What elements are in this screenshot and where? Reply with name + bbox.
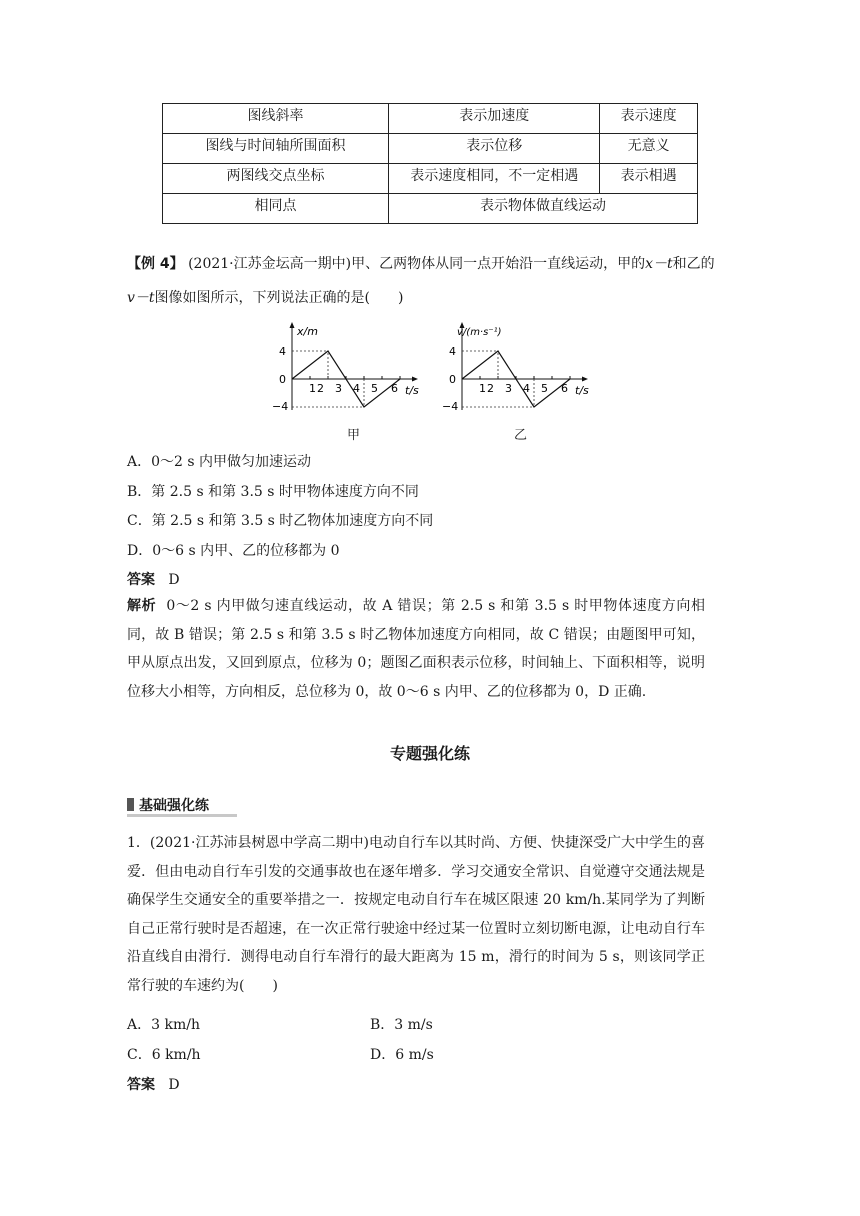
- x-tick-label: 6: [561, 382, 568, 395]
- subsection-label: 基础强化练: [139, 798, 209, 814]
- x-tick-label: 2: [317, 382, 324, 395]
- table-cell: 相同点: [163, 194, 389, 224]
- x-tick-label: 5: [541, 382, 548, 395]
- example-symbol-vt: v－t: [127, 290, 155, 306]
- table-cell: 图线与时间轴所围面积: [163, 134, 389, 164]
- option-d: D．0～6 s 内甲、乙的位移都为 0: [127, 543, 340, 559]
- x-tick-label: 2: [487, 382, 494, 395]
- y-tick-label: −4: [272, 400, 289, 413]
- x-axis-arrow: [582, 377, 588, 382]
- question-1-text: 1．(2021·江苏沛县树恩中学高二期中)电动自行车以其时尚、方便、快捷深受广大中学生的喜爱．但由电动自行车引发的交通事故也在逐年增多．学习交通安全常识、自觉遵守交通法规是确保学生交通安全的重要举措之一．按规定电动自行车在城区限速 20 km/h.某同学为了判断自己正常行驶时是否超速，在一次正常行驶途中经过某一位置时立刻切断电源，让电动自行车沿直线自由滑行．测得电动自行车滑行的最大距离为 15 m，滑行的时间为 5 s，则该同学正常行驶的车速约为( ): [127, 835, 705, 994]
- table-cell: 表示速度相同，不一定相遇: [389, 164, 600, 194]
- y-tick-label: 0: [279, 373, 286, 386]
- section-marker-icon: [127, 798, 134, 811]
- table-cell: 表示速度: [600, 104, 698, 134]
- y-axis-arrow: [290, 322, 295, 328]
- table-row: [163, 134, 698, 164]
- analysis-text: 0～2 s 内甲做匀速直线运动，故 A 错误；第 2.5 s 和第 3.5 s 时甲物体速度方向相同，故 B 错误；第 2.5 s 和第 3.5 s 时乙物体加速度方向相同，故 C 错误；由题图甲可知，甲从原点出发，又回到原点，位移为 0；题图乙面积表示位移，时间轴上、下面积相等，说明位移大小相等，方向相反，总位移为 0，故 0～6 s 内甲、乙的位移都为 0，D 正确.: [127, 598, 706, 700]
- x-axis-label: t/s: [405, 384, 419, 397]
- example-line2-end: 图像如图所示，下列说法正确的是( ): [154, 290, 404, 306]
- table-cell: 表示相遇: [600, 164, 698, 194]
- y-tick-label: −4: [442, 400, 459, 413]
- comparison-table: [162, 103, 698, 224]
- x-axis-arrow: [412, 377, 418, 382]
- example-line-2: [127, 287, 403, 307]
- analysis: [127, 592, 705, 706]
- answer: [127, 569, 180, 589]
- example-line1-end: 和乙的: [672, 256, 715, 272]
- option-a: A．0～2 s 内甲做匀加速运动: [127, 454, 312, 470]
- x-tick-label: 3: [505, 382, 512, 395]
- q1-answer: [127, 1074, 180, 1094]
- x-tick-label: 3: [335, 382, 342, 395]
- q1-answer-value: D: [168, 1077, 180, 1093]
- y-tick-label: 4: [449, 345, 456, 358]
- example-symbol-xt: x－t: [645, 256, 673, 272]
- table-row: [163, 164, 698, 194]
- q1-option-d: D．6 m/s: [370, 1047, 434, 1063]
- example-line-1: [127, 253, 715, 273]
- analysis-label: 解析: [127, 598, 157, 614]
- answer-label: 答案: [127, 572, 155, 588]
- table-cell: 两图线交点坐标: [163, 164, 389, 194]
- subsection-underline: [127, 814, 237, 817]
- y-tick-label: 0: [449, 373, 456, 386]
- x-axis-label: t/s: [575, 384, 589, 397]
- table-row: [163, 104, 698, 134]
- table-cell: 表示位移: [389, 134, 600, 164]
- answer-value: D: [168, 572, 180, 588]
- y-tick-label: 4: [279, 345, 286, 358]
- table-cell: 图线斜率: [163, 104, 389, 134]
- table-cell: 表示加速度: [389, 104, 600, 134]
- q1-option-a: A．3 km/h: [127, 1017, 200, 1033]
- graph-yi: [430, 320, 605, 420]
- q1-answer-label: 答案: [127, 1077, 155, 1093]
- x-tick-label: 5: [371, 382, 378, 395]
- x-tick-label: 6: [391, 382, 398, 395]
- section-title: 专题强化练: [389, 744, 470, 763]
- table-cell: 无意义: [600, 134, 698, 164]
- q1-option-c: C．6 km/h: [127, 1047, 201, 1063]
- table-row: [163, 194, 698, 224]
- x-tick-label: 4: [523, 382, 530, 395]
- graph-yi-caption: 乙: [514, 428, 528, 443]
- y-axis-label: v/(m·s⁻¹): [457, 327, 502, 338]
- example-tag: 【例 4】: [127, 256, 184, 272]
- option-c: C．第 2.5 s 和第 3.5 s 时乙物体加速度方向不同: [127, 513, 434, 529]
- x-tick-label: 1: [309, 382, 316, 395]
- subsection-title: [127, 795, 209, 815]
- example-source: (2021·江苏金坛高一期中)甲、乙两物体从同一点开始沿一直线运动，甲的: [188, 256, 646, 272]
- y-axis-label: x/m: [297, 325, 318, 338]
- table-cell: 表示物体做直线运动: [389, 194, 698, 224]
- x-tick-label: 1: [479, 382, 486, 395]
- q1-option-b: B．3 m/s: [370, 1017, 433, 1033]
- graph-jia: [260, 320, 435, 420]
- question-1: [127, 829, 705, 1000]
- graph-jia-caption: 甲: [347, 428, 361, 443]
- option-b: B．第 2.5 s 和第 3.5 s 时甲物体速度方向不同: [127, 484, 419, 500]
- x-tick-label: 4: [353, 382, 360, 395]
